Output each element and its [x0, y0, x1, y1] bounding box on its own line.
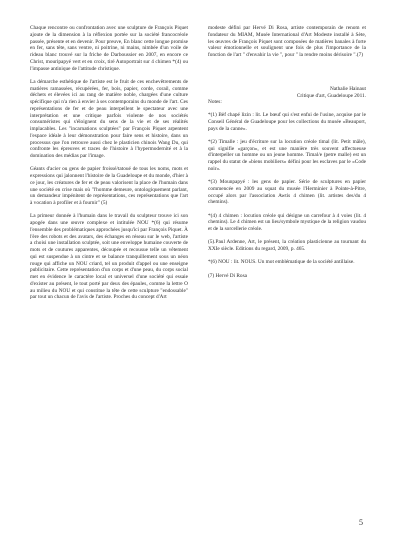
note-item: (5).Paul Ardenne, Art, le présent, la création plasticienne au tournant du XXIe siècle. Editions du regard, 2009, p. 465. — [208, 239, 366, 252]
author-name: Nathalie Hainaut — [329, 85, 366, 92]
paragraph: modeste défini par Hervé Di Rosa, artiste contemporain de renom et fondateur du MIAM, Musée International d'Art Modeste installé à Sète, les œuvres de François Piquet sont composées de matières banales à forte valeur émotionnelle et soulignent une fois de plus l'importance de la fonction de l'art " d'envahir la vie ", pour " la rendre moins dérisoire ".(7) — [208, 25, 366, 58]
left-column — [30, 25, 188, 308]
note-item: *(3) Mounpapyé : les gens de papier. Série de sculptures en papier commencée en 2009 au squat du musée l'Herminier à Pointe-à-Pitre, occupé alors par l'association Awtis 4 chimen (lit. artistes des/du 4 chemins). — [208, 179, 366, 206]
paragraph: La primeur donnée à l'humain dans le travail du sculpteur trouve ici son apogée dans une œuvre complexe et intitulée NOU *(6) qui résume l'ensemble des problématiques approchées jusqu'ici par François Piquet. À l'ère des robots et des avatars, des échanges en réseau sur le web, l'artiste a choisi une installation sculptée, soit une enveloppe humaine couverte de mots et de coutures apparentes, découpée et recousue telle un vêtement qui est suspendue à un cintre et se balance tranquillement sous un néon rouge qui affiche un NOU criard, tel un produit d'appel ou une enseigne publicitaire. Cette représentation d'un corps et d'une peau, du corps social met en évidence le caractère local et universel d'une société qui essaie d'exister au présent, le tout porté par deux des épaules, comme la lettre O au milieu du NOU et qui constitue la tête de cette sculpture "endossable" par tout un chacun de l'avis de l'artiste. Proches du concept d'Art — [30, 213, 188, 301]
note-item: *(2) Timalle : jeu d'écriture sur la locution créole timal (lit. Petit mâle), qui signifie «garçon», et est une manière très souvent affectueuse d'interpeller un homme ou un jeune homme. Timal/e (petre malle) est un rappel du statut de «biens mobiliers» défini pour les esclaves par le «Code noir». — [208, 138, 366, 172]
paragraph: La démarche esthétique de l'artiste est le fruit de ces enchevêtrements de matières ramassées, récupérées, fer, bois, papier, corde, corail, comme déchets et élevées ici au rang de matière noble, chargées d'une culture spécifique qui n'a rien à envier à ses contemporains du monde de l'art. Ces représentations de fer et de peau interpellent le spectateur avec une interprétation et une critique parfois violente de nos sociétés consuméristes qui s'éloignent du sens de la vie et de ses réalités implacables. Les "incarnations sculptées" par François Piquet arpentent l'espace idéale à leur démonstration pour faire sens et histoire, dans un processus que l'on retrouve aussi chez le plasticien chinois Wang Du, qui confronte les épreuves et traces de l'histoire à l'hypermodernité et à la domination des médias par l'image. — [30, 78, 188, 159]
note-item: (7) Hervé Di Rosa — [208, 272, 247, 279]
author-role: Critique d'art, Guadeloupe 2011. — [296, 92, 366, 99]
right-column — [208, 25, 366, 286]
note-item: *(4) 4 chimen : locution créole qui désigne un carrefour à 4 voies (lit. 4 chemins). Le 4 chimen est un lieu/symbole mystique de la religion vaudou et de la sorcellerie créole. — [208, 212, 366, 232]
notes-heading: Notes: — [208, 99, 222, 106]
note-item: *(1) Bèf chapé lizin : lit. Le bœuf qui s'est enfui de l'usine, acquise par le Conseil Général de Guadeloupe pour les collections du musée «Beauport, pays de la canne». — [208, 112, 366, 132]
page-number: 5 — [359, 518, 363, 527]
notes-section — [208, 99, 366, 279]
paragraph: Géants d'acier ou gens de papier froissé/tatoué de tous les noms, mots et expressions qui jalonnent l'histoire de la Guadeloupe et du monde, d'hier à ce jour, les créatures de fer et de peau valorisent la place de l'humain dans une société en crise mais où "l'homme demeure, ontologiquement parlant, un demandeur impénitent de représentations, ces représentations que l'art à vocation à profiler et à fournir" (5) — [30, 166, 188, 206]
note-item: *(6) NOU : lit. NOUS. Un mot emblématique de la société antillaise. — [208, 259, 355, 266]
author-signature — [208, 86, 366, 100]
paragraph: Chaque rencontre ou confrontation avec une sculpture de François Piquet ajoute de la dimension à la réflexion portée sur la société francocréole passée, présente et en devenir. Pour preuve, En blanc cette longue promise en fer, sans tête, sans ventre, ni poitrine, ni mains, nimbée d'un voile de rideau blanc trouvé sur la friche de Darboussier en 2007, en encore ce Christ, mouripapyé vert et en croix, tiré Autoportrait sur 4 chimen *(4) ou l'impasse antinique de l'attitude christique. — [30, 25, 188, 72]
